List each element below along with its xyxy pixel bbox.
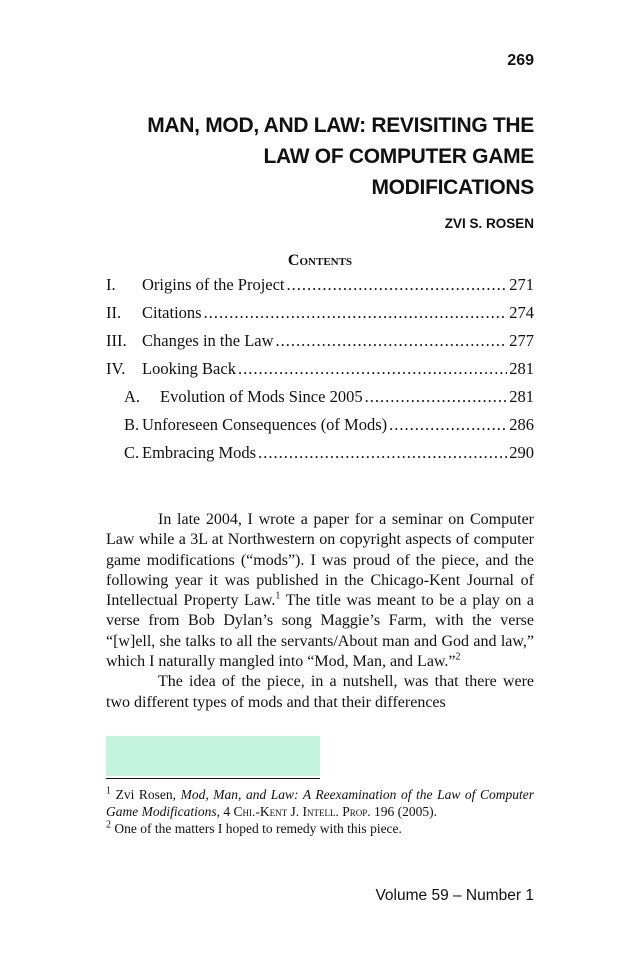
toc-item-number: III. [106, 331, 127, 350]
toc-item-page: 274 [509, 303, 534, 322]
title-line-3: MODIFICATIONS [371, 176, 534, 199]
footnote-cite: 196 (2005). [370, 804, 437, 819]
highlight-block [106, 736, 320, 776]
toc-item-page: 281 [509, 359, 534, 378]
footnote-1 [106, 786, 534, 820]
footnote-title: Mod, Man, and Law: A Reexamination of the Law of Computer Game Modifications [106, 787, 534, 819]
toc-item-title: Citations [142, 303, 202, 322]
footnote-journal: Chi.-Kent J. Intell. Prop. [233, 804, 371, 819]
toc-item[interactable] [106, 327, 534, 355]
body-paragraph: The idea of the piece, in a nutshell, was that there were two different types of mods and that their differences [106, 673, 534, 711]
footnote-reference[interactable]: 1 [275, 590, 281, 602]
dot-leader [287, 271, 508, 299]
footnote-author: Zvi Rosen, [111, 787, 181, 802]
dot-leader [389, 411, 507, 439]
dot-leader [365, 383, 508, 411]
toc-item-number: A. [124, 387, 141, 406]
dot-leader [276, 327, 508, 355]
footnote-divider [106, 778, 320, 779]
footnote-reference[interactable]: 2 [455, 651, 461, 663]
toc-item[interactable] [106, 271, 534, 299]
toc-item-number: C. [124, 443, 140, 462]
page-number: 269 [507, 52, 534, 69]
footnote-marker: 2 [106, 819, 111, 831]
body-paragraph [106, 510, 534, 672]
toc-item-page: 271 [509, 275, 534, 294]
toc-item[interactable] [106, 299, 534, 327]
author-name: ZVI S. ROSEN [444, 216, 534, 231]
toc-item-title: Origins of the Project [142, 275, 285, 294]
toc-item-title: Changes in the Law [142, 331, 274, 350]
title-line-2: LAW OF COMPUTER GAME [263, 145, 534, 168]
toc-item-title: Unforeseen Consequences (of Mods) [142, 415, 388, 434]
toc-subitem[interactable] [106, 411, 534, 439]
toc-item-number: I. [106, 275, 116, 294]
paragraph-text: In late 2004, I wrote a paper for a seminar on Computer Law while a 3L at Northwestern on copyright aspects of computer game modifications (“mods”). I was proud of the piece, and the following year it was published in the Chicago-Kent Journal of Intellectual Property Law. [106, 511, 534, 610]
toc-item-page: 286 [509, 415, 534, 434]
toc-item-page: 277 [509, 331, 534, 350]
toc-item-title: Embracing Mods [142, 443, 257, 462]
table-of-contents [106, 271, 534, 467]
article-title [106, 110, 534, 203]
article-body [106, 510, 534, 713]
dot-leader [238, 355, 507, 383]
toc-item-title: Looking Back [142, 359, 236, 378]
page-footer: Volume 59 – Number 1 [375, 887, 534, 904]
toc-item-number: B. [124, 415, 140, 434]
toc-subitem[interactable] [106, 439, 534, 467]
toc-item-number: IV. [106, 359, 126, 378]
title-line-1: MAN, MOD, AND LAW: REVISITING THE [147, 114, 534, 137]
footnote-marker: 1 [106, 785, 111, 797]
dot-leader [204, 299, 508, 327]
toc-item[interactable] [106, 355, 534, 383]
toc-item-number: II. [106, 303, 122, 322]
toc-item-page: 281 [509, 387, 534, 406]
footnote-2 [106, 820, 534, 837]
paragraph-text: The title was meant to be a play on a verse from Bob Dylan’s song Maggie’s Farm, with the verse “[w]ell, she talks to all the servants/About man and God and law,” which I naturally mangled into “Mod, Man, and Law.” [106, 592, 534, 671]
toc-item-title: Evolution of Mods Since 2005 [160, 387, 363, 406]
contents-heading: Contents [287, 252, 353, 269]
footnote-cite: , 4 [216, 804, 234, 819]
toc-item-page: 290 [509, 443, 534, 462]
toc-subitem[interactable] [106, 383, 534, 411]
footnotes [106, 786, 534, 837]
footnote-text: One of the matters I hoped to remedy with this piece. [111, 821, 402, 836]
dot-leader [258, 439, 507, 467]
